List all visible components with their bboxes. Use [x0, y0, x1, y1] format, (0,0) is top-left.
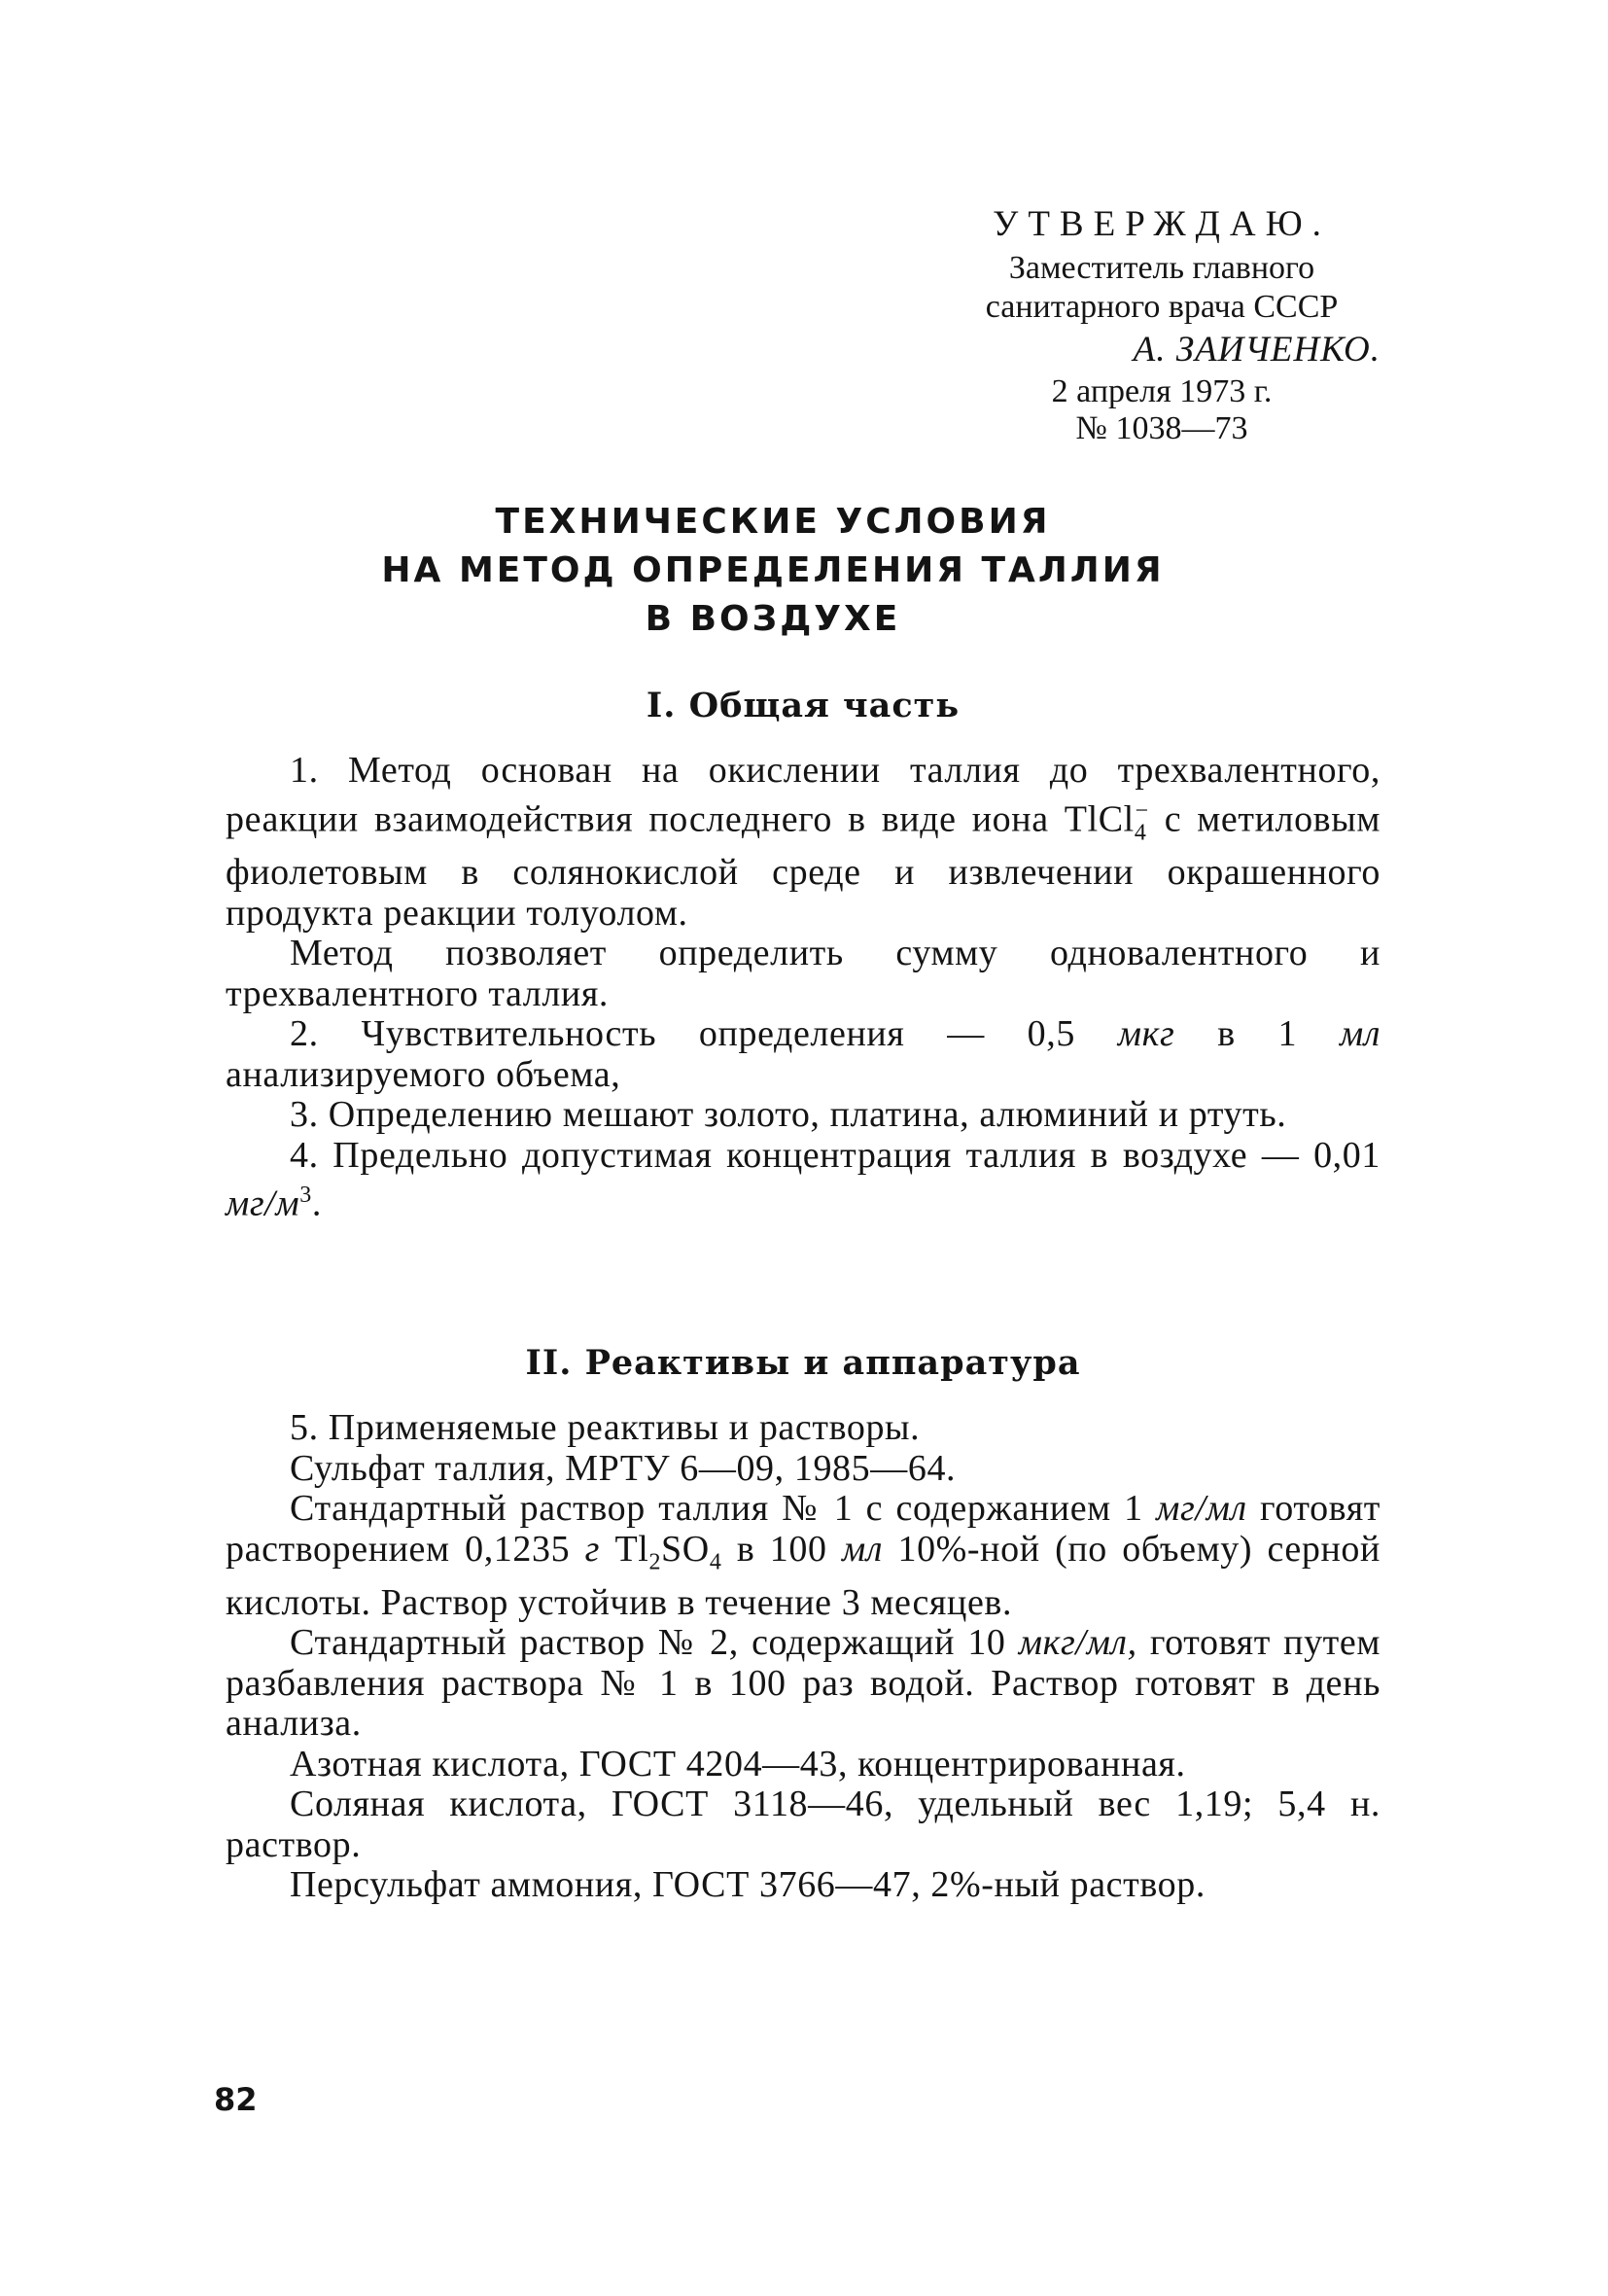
approval-signer: А. ЗАИЧЕНКО. — [1133, 330, 1381, 370]
section-general — [226, 681, 1381, 1224]
approval-position-line1: Заместитель главного — [1008, 250, 1315, 286]
approval-date: 2 апреля 1973 г. — [1051, 373, 1273, 409]
paragraph-nitric-acid: Азотная кислота, ГОСТ 4204—43, концентрированная. — [290, 1743, 1186, 1784]
paragraph-interference: 3. Определению мешают золото, платина, алюминий и ртуть. — [290, 1094, 1287, 1136]
paragraph-standard-solution-1: Стандартный раствор таллия № 1 с содержанием 1 мг/мл готовят растворением 0,1235 г $Tl_2SO_4$ в 100 мл 10%-ной (по объему) серной кислоты. Раствор устойчив в течение 3 месяцев. — [226, 1488, 1381, 1623]
paragraph-max-concentration: 4. Предельно допустимая концентрация таллия в воздухе — 0,01 $мг/м^3$. — [226, 1134, 1381, 1224]
approval-block — [933, 202, 1390, 447]
paragraph-ammonium-persulfate: Персульфат аммония, ГОСТ 3766—47, 2%-ный раствор. — [290, 1864, 1206, 1906]
paragraph-thallium-sulfate: Сульфат таллия, МРТУ 6—09, 1985—64. — [290, 1447, 957, 1489]
paragraph-sensitivity: 2. Чувствительность определения — 0,5 мкг в 1 мл анализируемого объема, — [226, 1013, 1381, 1095]
paragraph-reagents-intro: 5. Применяемые реактивы и растворы. — [290, 1407, 921, 1448]
title-line-2: НА МЕТОД ОПРЕДЕЛЕНИЯ ТАЛЛИЯ — [381, 550, 1165, 590]
title-line-1: ТЕХНИЧЕСКИЕ УСЛОВИЯ — [495, 502, 1051, 542]
approval-title: УТВЕРЖДАЮ. — [993, 204, 1331, 244]
paragraph-hydrochloric-acid: Соляная кислота, ГОСТ 3118—46, удельный вес 1,19; 5,4 н. раствор. — [226, 1784, 1381, 1865]
section-reagents — [226, 1338, 1381, 1906]
approval-number: № 1038—73 — [1075, 410, 1248, 446]
title-line-3: В ВОЗДУХЕ — [645, 599, 901, 639]
document-title — [194, 498, 1351, 644]
section-heading: I. Общая часть — [646, 686, 961, 725]
paragraph-standard-solution-2: Стандартный раствор № 2, содержащий 10 мкг/мл, готовят путем разбавления раствора № 1 в 100 раз водой. Раствор готовят в день анализа. — [226, 1622, 1381, 1745]
paragraph-method-basis: 1. Метод основан на окислении таллия до трехвалентного, реакции взаимодействия последнего в виде иона TlCl$_4$− с метиловым фиолетовым в солянокислой среде и извлечении окрашенного продукта реакции толуолом. — [226, 750, 1381, 934]
approval-position-line2: санитарного врача СССР — [985, 289, 1339, 325]
page-number: 82 — [214, 2081, 258, 2118]
paragraph-method-scope: Метод позволяет определить сумму одновалентного и трехвалентного таллия. — [226, 933, 1381, 1014]
section-heading: II. Реактивы и аппаратура — [525, 1343, 1081, 1383]
